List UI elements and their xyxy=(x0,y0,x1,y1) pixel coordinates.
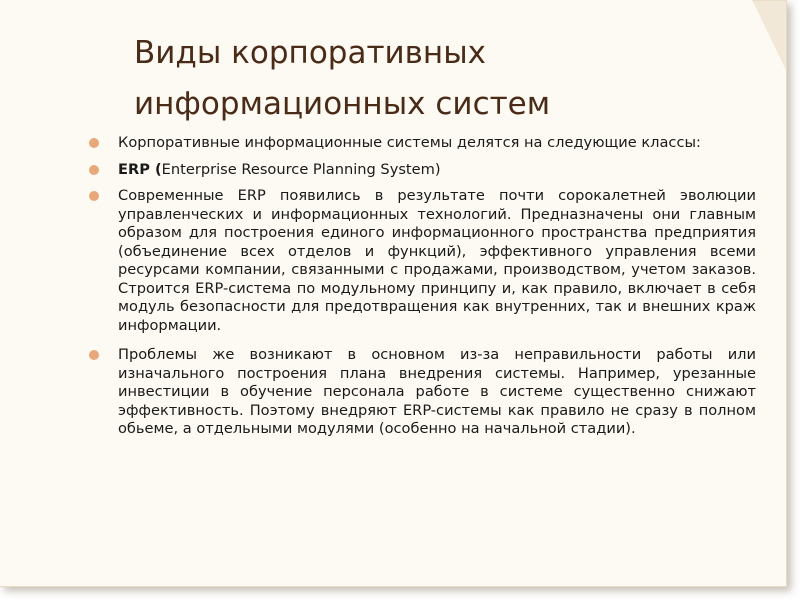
circle-bullet-icon xyxy=(88,190,100,202)
bullet-text: Проблемы же возникают в основном из-за неправильности работы или изначального построения плана внедрения системы. Например, урезанные инвестиции в обучение персонала работе в системе существенно снижают эффективность. Поэтому внедряют ERP-системы как правило не сразу в полном обьеме, а отдельными модулями (особенно на начальной стадии). xyxy=(118,346,756,437)
bullet-text: Enterprise Resource Planning System) xyxy=(161,160,441,178)
bullet-list xyxy=(118,134,756,450)
circle-bullet-icon xyxy=(88,137,100,149)
bullet-text: Современные ERP появились в результате почти сорокалетней эволюции управленческих и информационных технологий. Предназначены они главным образом для построения единого информационного пространства предприятия (объединение всех отделов и функций), эффективного управления всеми ресурсами компании, связанными с продажами, производством, учетом заказов. Строится ERP-система по модульному принципу и, как правило, включает в себя модуль безопасности для предотвращения как внутренних, так и внешних краж информации. xyxy=(118,187,756,334)
slide-title xyxy=(134,28,754,130)
bullet-item-problems xyxy=(118,346,756,439)
circle-bullet-icon xyxy=(88,349,100,361)
slide-title-line-1: Виды корпоративных xyxy=(134,35,487,71)
bullet-item-classes xyxy=(118,134,756,153)
bullet-item-erp xyxy=(118,161,756,180)
bullet-item-modern-erp xyxy=(118,187,756,335)
bullet-text: Корпоративные информационные системы делятся на следующие классы: xyxy=(118,134,701,151)
circle-bullet-icon xyxy=(88,164,100,176)
erp-label: ERP ( xyxy=(118,160,162,178)
slide-title-line-2: информационных систем xyxy=(134,86,551,122)
